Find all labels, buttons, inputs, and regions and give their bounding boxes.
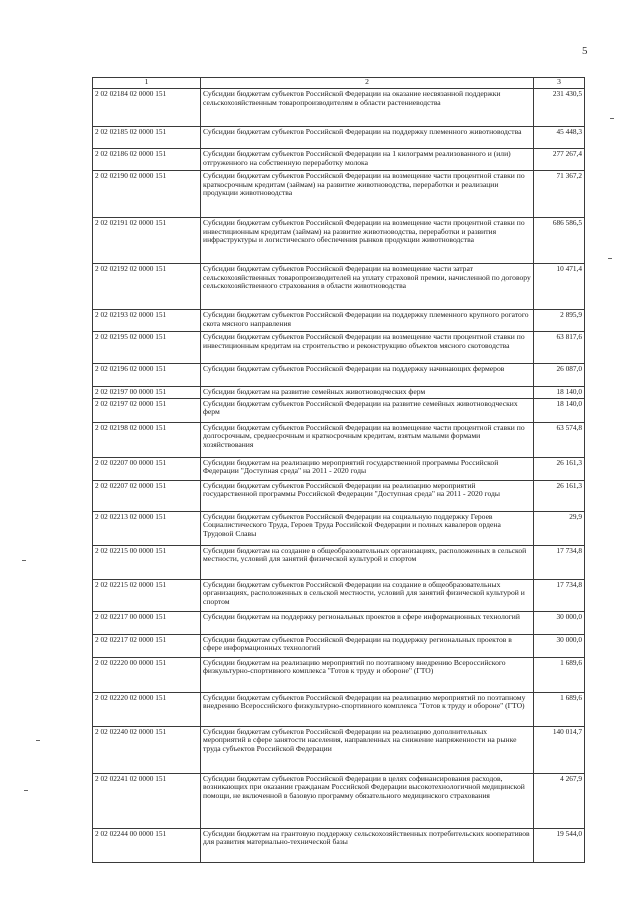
item-description: Субсидии бюджетам на развитие семейных животноводческих ферм bbox=[201, 387, 534, 399]
item-amount: 26 161,3 bbox=[534, 480, 585, 511]
item-description: Субсидии бюджетам субъектов Российской Федерации на реализацию дополнительных мероприятий в сфере занятости населения, направленных на снижение напряженности на рынке труда субъектов Российской Федерации bbox=[201, 726, 534, 773]
table-row bbox=[93, 398, 585, 422]
item-amount: 29,9 bbox=[534, 511, 585, 545]
table-row bbox=[93, 634, 585, 657]
item-description: Субсидии бюджетам на создание в общеобразовательных организациях, расположенных в сельской местности, условий для занятий физической культурой и спортом bbox=[201, 545, 534, 579]
item-description: Субсидии бюджетам субъектов Российской Федерации на 1 килограмм реализованного и (или) отгруженного на собственную переработку молока bbox=[201, 149, 534, 171]
table-row bbox=[93, 127, 585, 149]
item-amount: 30 000,0 bbox=[534, 634, 585, 657]
table-row bbox=[93, 364, 585, 387]
item-amount: 686 586,5 bbox=[534, 218, 585, 264]
item-amount: 231 430,5 bbox=[534, 89, 585, 127]
scan-mark bbox=[24, 790, 28, 791]
item-amount: 140 014,7 bbox=[534, 726, 585, 773]
budget-code: 2 02 02186 02 0000 151 bbox=[93, 149, 201, 171]
item-amount: 45 448,3 bbox=[534, 127, 585, 149]
table-row bbox=[93, 310, 585, 332]
budget-code: 2 02 02192 02 0000 151 bbox=[93, 264, 201, 310]
budget-code: 2 02 02197 00 0000 151 bbox=[93, 387, 201, 399]
budget-code: 2 02 02244 00 0000 151 bbox=[93, 828, 201, 862]
scan-mark bbox=[22, 560, 26, 561]
budget-code: 2 02 02193 02 0000 151 bbox=[93, 310, 201, 332]
item-description: Субсидии бюджетам субъектов Российской Федерации на возмещение части затрат сельскохозяйственных товаропроизводителей на уплату страховой премии, начисленной по договору сельскохозяйственного страхования в области животноводства bbox=[201, 264, 534, 310]
item-description: Субсидии бюджетам субъектов Российской Федерации на возмещение части процентной ставки по долгосрочным, среднесрочным и краткосрочным кредитам, взятым малыми формами хозяйствования bbox=[201, 422, 534, 457]
budget-code: 2 02 02184 02 0000 151 bbox=[93, 89, 201, 127]
budget-code: 2 02 02217 02 0000 151 bbox=[93, 634, 201, 657]
item-amount: 18 140,0 bbox=[534, 387, 585, 399]
scan-mark bbox=[608, 258, 612, 259]
table-row bbox=[93, 332, 585, 364]
item-description: Субсидии бюджетам субъектов Российской Федерации на возмещение части процентной ставки по инвестиционным кредитам на строительство и реконструкцию объектов мясного скотоводства bbox=[201, 332, 534, 364]
column-header-name: 2 bbox=[201, 78, 534, 89]
budget-code: 2 02 02241 02 0000 151 bbox=[93, 773, 201, 828]
item-description: Субсидии бюджетам субъектов Российской Федерации на поддержку начинающих фермеров bbox=[201, 364, 534, 387]
budget-code: 2 02 02215 00 0000 151 bbox=[93, 545, 201, 579]
item-description: Субсидии бюджетам субъектов Российской Федерации на возмещение части процентной ставки по краткосрочным кредитам (займам) на развитие животноводства, переработки и реализации продукции животноводства bbox=[201, 171, 534, 218]
item-description: Субсидии бюджетам субъектов Российской Федерации на возмещение части процентной ставки по инвестиционным кредитам (займам) на развитие животноводства, переработки и развития инфраструктуры и логистического обеспечения рынков продукции животноводства bbox=[201, 218, 534, 264]
item-amount: 19 544,0 bbox=[534, 828, 585, 862]
item-amount: 2 895,9 bbox=[534, 310, 585, 332]
table-row bbox=[93, 579, 585, 611]
item-amount: 277 267,4 bbox=[534, 149, 585, 171]
item-amount: 30 000,0 bbox=[534, 611, 585, 634]
table-row bbox=[93, 387, 585, 399]
item-amount: 71 367,2 bbox=[534, 171, 585, 218]
table-row bbox=[93, 511, 585, 545]
item-description: Субсидии бюджетам субъектов Российской Федерации на реализацию мероприятий государственной программы Российской Федерации "Доступная среда" на 2011 - 2020 годы bbox=[201, 480, 534, 511]
budget-code: 2 02 02191 02 0000 151 bbox=[93, 218, 201, 264]
item-amount: 63 817,6 bbox=[534, 332, 585, 364]
item-amount: 18 140,0 bbox=[534, 398, 585, 422]
budget-code: 2 02 02213 02 0000 151 bbox=[93, 511, 201, 545]
budget-code: 2 02 02196 02 0000 151 bbox=[93, 364, 201, 387]
scan-mark bbox=[610, 118, 614, 119]
item-description: Субсидии бюджетам субъектов Российской Федерации в целях софинансирования расходов, возникающих при оказании гражданам Российской Федерации высокотехнологичной медицинской помощи, не включенной в базовую программу обязательного медицинского страхования bbox=[201, 773, 534, 828]
table-row bbox=[93, 422, 585, 457]
table-row bbox=[93, 149, 585, 171]
budget-code: 2 02 02198 02 0000 151 bbox=[93, 422, 201, 457]
budget-code: 2 02 02220 00 0000 151 bbox=[93, 657, 201, 692]
item-description: Субсидии бюджетам на реализацию мероприятий государственной программы Российской Федерации "Доступная среда" на 2011 - 2020 годы bbox=[201, 457, 534, 480]
table-row bbox=[93, 726, 585, 773]
item-description: Субсидии бюджетам субъектов Российской Федерации на поддержку племенного крупного рогатого скота мясного направления bbox=[201, 310, 534, 332]
item-description: Субсидии бюджетам на поддержку региональных проектов в сфере информационных технологий bbox=[201, 611, 534, 634]
item-amount: 1 689,6 bbox=[534, 657, 585, 692]
budget-code: 2 02 02240 02 0000 151 bbox=[93, 726, 201, 773]
item-amount: 26 161,3 bbox=[534, 457, 585, 480]
budget-code: 2 02 02207 00 0000 151 bbox=[93, 457, 201, 480]
item-amount: 17 734,8 bbox=[534, 545, 585, 579]
item-amount: 17 734,8 bbox=[534, 579, 585, 611]
table-row bbox=[93, 611, 585, 634]
table-row bbox=[93, 545, 585, 579]
budget-code: 2 02 02185 02 0000 151 bbox=[93, 127, 201, 149]
item-description: Субсидии бюджетам субъектов Российской Федерации на социальную поддержку Героев Социалистического Труда, Героев Труда Российской Федерации и полных кавалеров ордена Трудовой Славы bbox=[201, 511, 534, 545]
budget-code: 2 02 02197 02 0000 151 bbox=[93, 398, 201, 422]
item-description: Субсидии бюджетам на грантовую поддержку сельскохозяйственных потребительских кооперативов для развития материально-технической базы bbox=[201, 828, 534, 862]
table-row bbox=[93, 480, 585, 511]
table-row bbox=[93, 692, 585, 726]
item-description: Субсидии бюджетам субъектов Российской Федерации на поддержку региональных проектов в сфере информационных технологий bbox=[201, 634, 534, 657]
item-amount: 63 574,8 bbox=[534, 422, 585, 457]
item-amount: 26 087,0 bbox=[534, 364, 585, 387]
budget-code: 2 02 02190 02 0000 151 bbox=[93, 171, 201, 218]
table-row bbox=[93, 218, 585, 264]
table-row bbox=[93, 657, 585, 692]
item-description: Субсидии бюджетам субъектов Российской Федерации на оказание несвязанной поддержки сельскохозяйственным товаропроизводителям в области растениеводства bbox=[201, 89, 534, 127]
scan-mark bbox=[36, 740, 40, 741]
item-amount: 4 267,9 bbox=[534, 773, 585, 828]
table-row bbox=[93, 264, 585, 310]
table-row bbox=[93, 89, 585, 127]
item-description: Субсидии бюджетам субъектов Российской Федерации на поддержку племенного животноводства bbox=[201, 127, 534, 149]
item-amount: 1 689,6 bbox=[534, 692, 585, 726]
page-number: 5 bbox=[582, 45, 588, 57]
item-amount: 10 471,4 bbox=[534, 264, 585, 310]
column-header-amount: 3 bbox=[534, 78, 585, 89]
table-row bbox=[93, 171, 585, 218]
table-row bbox=[93, 457, 585, 480]
budget-code: 2 02 02207 02 0000 151 bbox=[93, 480, 201, 511]
budget-code: 2 02 02215 02 0000 151 bbox=[93, 579, 201, 611]
item-description: Субсидии бюджетам субъектов Российской Федерации на развитие семейных животноводческих ферм bbox=[201, 398, 534, 422]
item-description: Субсидии бюджетам субъектов Российской Федерации на реализацию мероприятий по поэтапному внедрению Всероссийского физкультурно-спортивного комплекса "Готов к труду и обороне" (ГТО) bbox=[201, 692, 534, 726]
column-header-code: 1 bbox=[93, 78, 201, 89]
budget-code: 2 02 02217 00 0000 151 bbox=[93, 611, 201, 634]
item-description: Субсидии бюджетам субъектов Российской Федерации на создание в общеобразовательных организациях, расположенных в сельской местности, условий для занятий физической культурой и спортом bbox=[201, 579, 534, 611]
budget-table bbox=[92, 77, 585, 863]
table-row bbox=[93, 773, 585, 828]
budget-code: 2 02 02220 02 0000 151 bbox=[93, 692, 201, 726]
item-description: Субсидии бюджетам на реализацию мероприятий по поэтапному внедрению Всероссийского физкультурно-спортивного комплекса "Готов к труду и обороне" (ГТО) bbox=[201, 657, 534, 692]
header-row bbox=[93, 78, 585, 89]
table-row bbox=[93, 828, 585, 862]
budget-code: 2 02 02195 02 0000 151 bbox=[93, 332, 201, 364]
